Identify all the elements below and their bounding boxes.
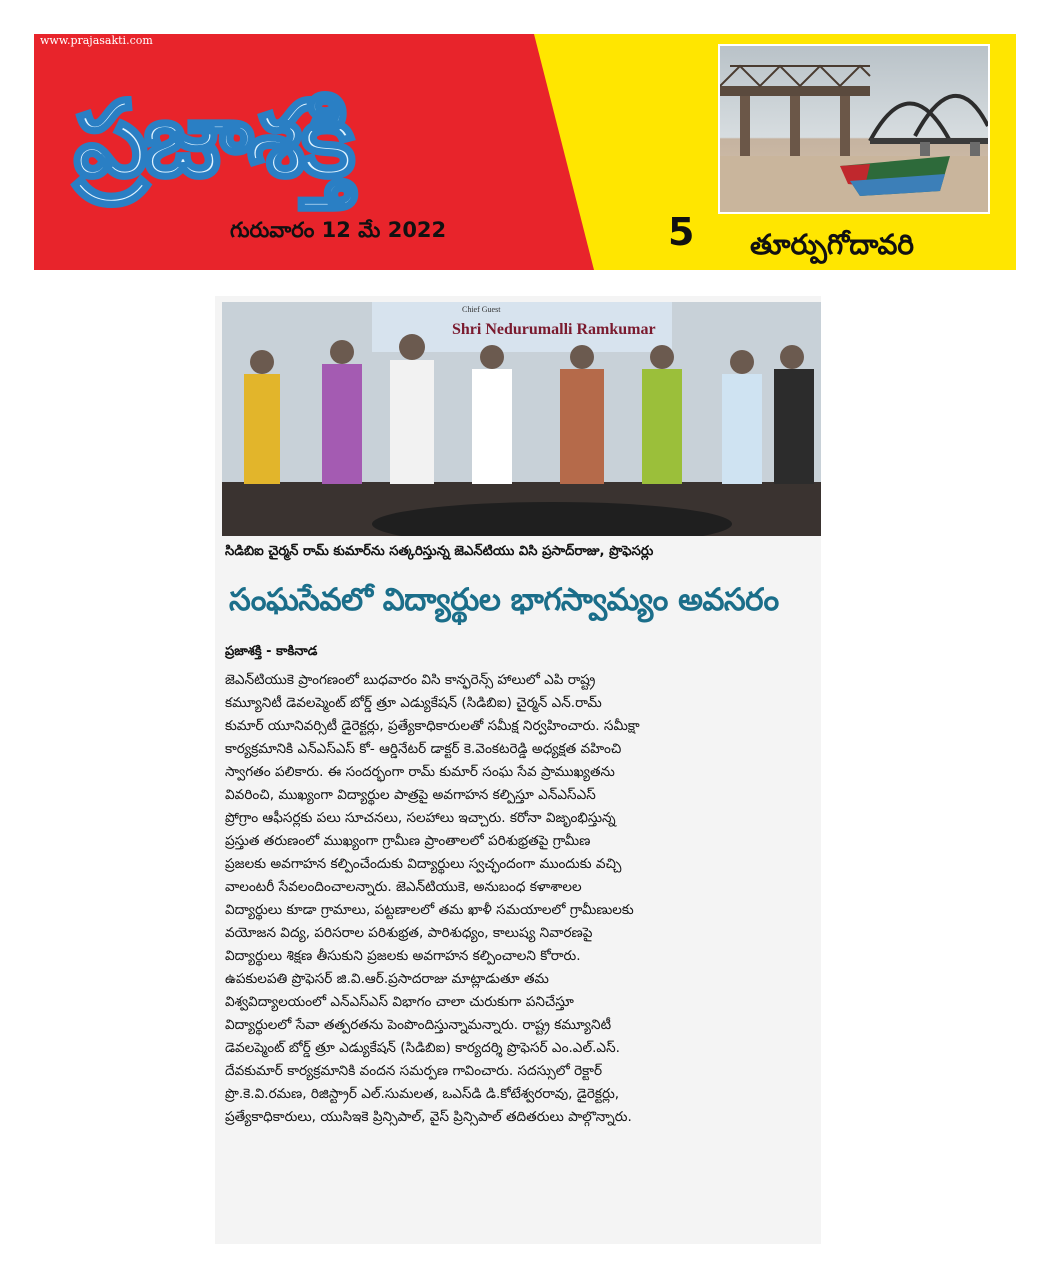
body-line: స్వాగతం పలికారు. ఈ సందర్భంగా రామ్ కుమార్ సంఘ సేవ ప్రాముఖ్యతను [225,764,615,780]
body-line: ప్రోగ్రాం ఆఫీసర్లకు పలు సూచనలు, సలహాలు ఇచ్చారు. కరోనా విజృంభిస్తున్న [225,810,616,826]
body-line: వివరించి, ముఖ్యంగా విద్యార్థుల పాత్రపై అవగాహన కల్పిస్తూ ఎన్‌ఎస్‌ఎస్ [225,787,596,803]
body-line: కమ్యూనిటీ డెవలప్మెంట్ బోర్డ్ త్రూ ఎడ్యుకేషన్ (సిడిబిఐ) చైర్మన్ ఎన్.రామ్ [225,695,602,711]
article-dateline: ప్రజాశక్తి - కాకినాడ [225,644,318,659]
body-line: ప్రస్తుత తరుణంలో ముఖ్యంగా గ్రామీణ ప్రాంతాలలో పరిశుభ్రతపై గ్రామీణ [225,833,591,849]
event-photo [222,302,821,536]
body-line: విద్యార్థులలో సేవా తత్పరతను పెంపొందిస్తున్నామన్నారు. రాష్ట్ర కమ్యూనిటీ [225,1017,612,1033]
region-underline [740,264,1016,270]
news-article [215,296,821,1244]
body-line: ప్రత్యేకాధికారులు, యుసిఇకె ప్రిన్సిపాల్, వైస్ ప్రిన్సిపాల్ తదితరులు పాల్గొన్నారు. [225,1109,632,1125]
newspaper-logo: ప్రజాశక్తి [74,78,352,200]
article-headline: సంఘసేవలో విద్యార్థుల భాగస్వామ్యం అవసరం [229,582,779,618]
article-body [225,669,817,1129]
body-line: ఉపకులపతి ప్రొఫెసర్ జి.వి.ఆర్.ప్రసాదరాజు మాట్లాడుతూ తమ [225,971,549,987]
page-number: 5 [668,210,695,254]
body-line: విద్యార్థులు శిక్షణ తీసుకుని ప్రజలకు అవగాహన కల్పించాలని కోరారు. [225,948,581,964]
body-line: వయోజన విద్య, పరిసరాల పరిశుభ్రత, పారిశుధ్యం, కాలుష్య నివారణపై [225,925,593,941]
body-line: ప్రొ.కె.వి.రమణ, రిజిస్ట్రార్ ఎల్.సుమలత, ఒఎస్‌డి డి.కోటేశ్వరరావు, డైరెక్టర్లు, [225,1086,620,1102]
body-line: కార్యక్రమానికి ఎన్‌ఎస్‌ఎస్ కో- ఆర్డినేటర్ డాక్టర్ కె.వెంకటరెడ్డి అధ్యక్షత వహించి [225,741,622,757]
masthead [34,34,1016,270]
issue-date: గురువారం 12 మే 2022 [230,218,447,242]
body-line: కుమార్ యూనివర్సిటీ డైరెక్టర్లు, ప్రత్యేకాధికారులతో సమీక్ష నిర్వహించారు. సమీక్షా [225,718,640,734]
body-line: విశ్వవిద్యాలయంలో ఎన్‌ఎస్‌ఎస్ విభాగం చాలా చురుకుగా పనిచేస్తూ [225,994,574,1010]
body-line: ప్రజలకు అవగాహన కల్పించేందుకు విద్యార్థులు స్వచ్ఛందంగా ముందుకు వచ్చి [225,856,622,872]
banner-small-text: Chief Guest [462,305,501,314]
body-line: వాలంటరీ సేవలందించాలన్నారు. జెఎన్‌టియుకె, అనుబంధ కళాశాలల [225,879,582,895]
banner-text: Shri Nedurumalli Ramkumar [452,321,656,338]
event-photo-illustration [222,302,821,536]
region-label: తూర్పుగోదావరి [740,224,1016,266]
bridge-boat-photo [718,44,990,214]
bridge-illustration [720,46,988,212]
photo-caption: సిడిబిఐ చైర్మన్ రామ్ కుమార్‌ను సత్కరిస్తున్న జెఎన్‌టియు విసి ప్రసాద్‌రాజు, ప్రొఫెసర్లు [225,544,654,559]
body-line: డెవలప్మెంట్ బోర్డ్ త్రూ ఎడ్యుకేషన్ (సిడిబిఐ) కార్యదర్శి ప్రొఫెసర్ ఎం.ఎల్.ఎస్. [225,1040,620,1056]
site-url[interactable]: www.prajasakti.com [40,34,153,47]
body-line: విద్యార్థులు కూడా గ్రామాలు, పట్టణాలలో తమ ఖాళీ సమయాలలో గ్రామీణులకు [225,902,634,918]
body-line: జెఎన్‌టియుకె ప్రాంగణంలో బుధవారం విసి కాన్ఫరెన్స్ హాలులో ఎపి రాష్ట్ర [225,672,596,688]
body-line: దేవకుమార్ కార్యక్రమానికి వందన సమర్పణ గావించారు. సదస్సులో రెక్టార్ [225,1063,603,1079]
